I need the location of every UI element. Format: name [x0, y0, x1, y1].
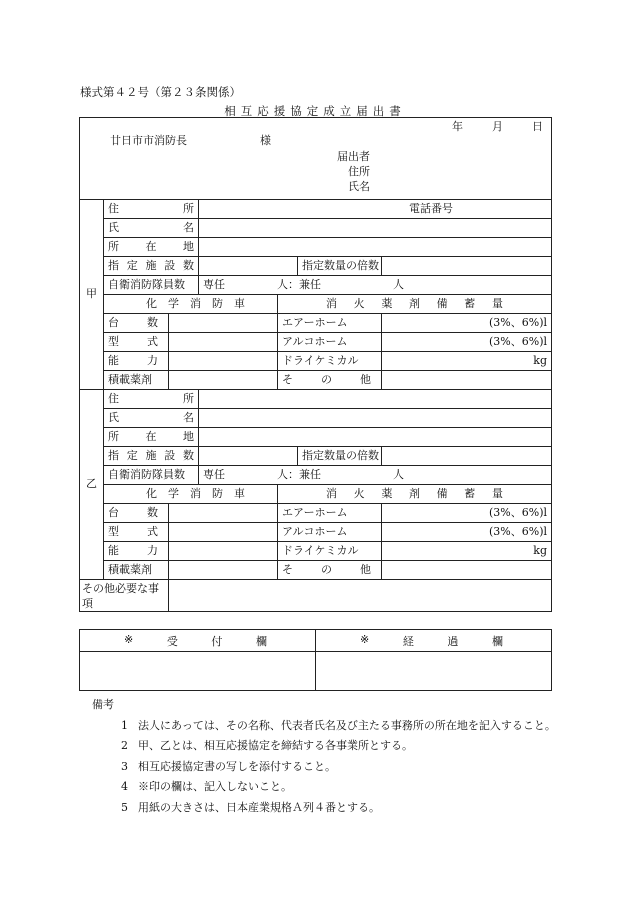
brigade-members-value: 専任 人：兼任 人	[199, 276, 552, 295]
location-value	[199, 238, 552, 257]
facility-count-value	[199, 447, 298, 466]
addressee: 廿日市市消防長	[110, 134, 187, 147]
honorific: 様	[260, 134, 271, 147]
brigade-members-label: 自衛消防隊員数	[104, 276, 199, 295]
note-item: 5 用紙の大きさは、日本産業規格Ａ列４番とする。	[121, 800, 380, 814]
name-label: 氏 名	[104, 219, 199, 238]
dry-chemical-value: kg	[382, 542, 552, 561]
reception-received-box	[80, 652, 316, 691]
alcohol-foam-label: アルコホーム	[278, 333, 382, 352]
year-label: 年	[452, 120, 463, 133]
month-label: 月	[492, 120, 503, 133]
quantity-ratio-value	[382, 447, 552, 466]
applicant-label: 届出者	[337, 150, 370, 163]
model-label: 型 式	[104, 523, 169, 542]
address-value	[199, 390, 552, 409]
dry-chemical-value: kg	[382, 352, 552, 371]
note-item: 3 相互応援協定書の写しを添付すること。	[121, 759, 336, 773]
party-first-label: 甲	[80, 200, 104, 390]
alcohol-foam-label: アルコホーム	[278, 523, 382, 542]
form-number: 様式第４２号（第２３条関係）	[80, 85, 241, 99]
model-value	[169, 523, 278, 542]
application-table	[79, 117, 552, 612]
name-value	[199, 409, 552, 428]
units-label: 台 数	[104, 504, 169, 523]
brigade-members-value: 専任 人：兼任 人	[199, 466, 552, 485]
loaded-agent-value	[169, 561, 278, 580]
note-item: 2 甲、乙とは、相互応援協定を締結する各事業所とする。	[121, 739, 413, 752]
reception-progress-box	[316, 652, 552, 691]
address-label: 住 所	[104, 200, 199, 219]
air-foam-label: エアーホーム	[278, 504, 382, 523]
air-foam-value: (3%、6%)l	[382, 504, 552, 523]
location-label: 所 在 地	[104, 238, 199, 257]
agent-stock-header: 消 火 薬 剤 備 蓄 量	[278, 295, 552, 314]
capacity-label: 能 力	[104, 352, 169, 371]
applicant-name-label: 氏名	[348, 180, 370, 193]
header-block	[80, 118, 552, 200]
chem-truck-header: 化 学 消 防 車	[104, 295, 278, 314]
document-title: 相互応援協定成立届出書	[224, 104, 406, 118]
alcohol-foam-value: (3%、6%)l	[382, 333, 552, 352]
name-label: 氏 名	[104, 409, 199, 428]
note-item: 4 ※印の欄は、記入しないこと。	[121, 780, 292, 793]
units-value	[169, 504, 278, 523]
notes-heading: 備考	[92, 698, 114, 711]
capacity-value	[169, 352, 278, 371]
address-label: 住 所	[104, 390, 199, 409]
reception-progress-header: ※ 経 過 欄	[316, 630, 552, 652]
loaded-agent-label: 積載薬剤	[104, 561, 169, 580]
location-label: 所 在 地	[104, 428, 199, 447]
others-label: そ の 他	[278, 371, 382, 390]
reception-received-header: ※ 受 付 欄	[80, 630, 316, 652]
others-label: そ の 他	[278, 561, 382, 580]
agent-stock-header: 消 火 薬 剤 備 蓄 量	[278, 485, 552, 504]
facility-count-value	[199, 257, 298, 276]
dry-chemical-label: ドライケミカル	[278, 542, 382, 561]
brigade-members-label: 自衛消防隊員数	[104, 466, 199, 485]
dry-chemical-label: ドライケミカル	[278, 352, 382, 371]
capacity-label: 能 力	[104, 542, 169, 561]
loaded-agent-label: 積載薬剤	[104, 371, 169, 390]
facility-count-label: 指 定 施 設 数	[104, 447, 199, 466]
applicant-address-label: 住所	[348, 165, 370, 178]
quantity-ratio-label: 指定数量の倍数	[298, 447, 382, 466]
air-foam-value: (3%、6%)l	[382, 314, 552, 333]
quantity-ratio-label: 指定数量の倍数	[298, 257, 382, 276]
units-value	[169, 314, 278, 333]
phone-label: 電話番号	[199, 200, 552, 219]
name-value	[199, 219, 552, 238]
loaded-agent-value	[169, 371, 278, 390]
party-second-label: 乙	[80, 390, 104, 580]
facility-count-label: 指 定 施 設 数	[104, 257, 199, 276]
other-matters-label: その他必要な事項	[80, 580, 169, 612]
day-label: 日	[532, 120, 543, 133]
model-value	[169, 333, 278, 352]
units-label: 台 数	[104, 314, 169, 333]
capacity-value	[169, 542, 278, 561]
model-label: 型 式	[104, 333, 169, 352]
other-matters-value	[169, 580, 552, 612]
notes-section	[86, 695, 556, 818]
note-item: 1 法人にあっては、その名称、代表者氏名及び主たる事務所の所在地を記入すること。	[121, 718, 556, 732]
reception-table	[79, 629, 552, 691]
others-value	[382, 371, 552, 390]
alcohol-foam-value: (3%、6%)l	[382, 523, 552, 542]
chem-truck-header: 化 学 消 防 車	[104, 485, 278, 504]
quantity-ratio-value	[382, 257, 552, 276]
location-value	[199, 428, 552, 447]
air-foam-label: エアーホーム	[278, 314, 382, 333]
others-value	[382, 561, 552, 580]
